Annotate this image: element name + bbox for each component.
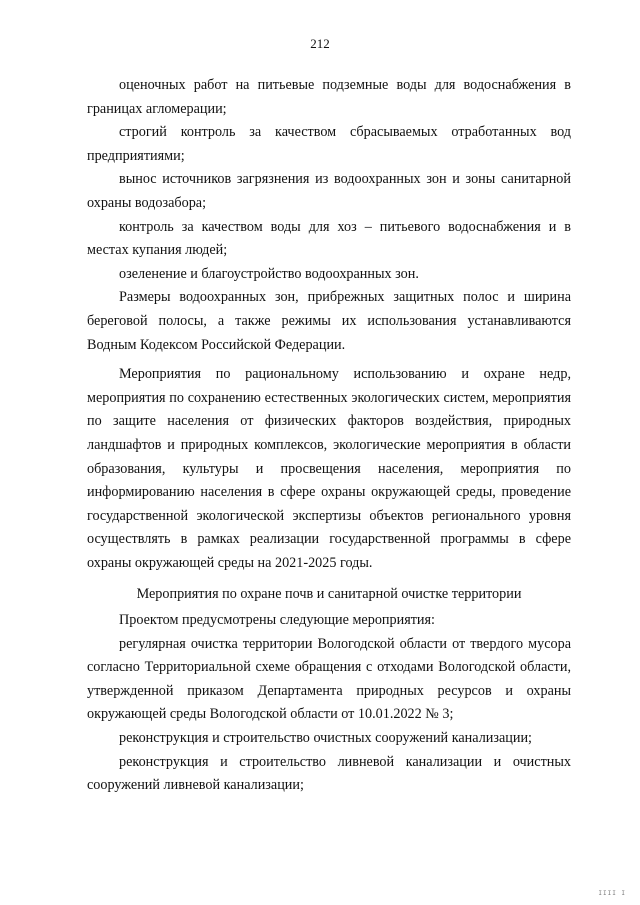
paragraph: регулярная очистка территории Вологодской области от твердого мусора согласно Территориальной схеме обращения с отходами Вологодской области, утвержденной приказом Департамента природных ресурсов и охраны окружающей среды Вологодской области от 10.01.2022 № 3; [87, 635, 571, 723]
paragraph: Мероприятия по рациональному использованию и охране недр, мероприятия по сохранению естественных экологических систем, мероприятия по защите населения от физических факторов воздействия, природных ландшафтов и природных комплексов, экологические мероприятия в области образования, культуры и просвещения населения, мероприятия по информированию населения в сфере охраны окружающей среды, проведение государственной экологической экспертизы объектов регионального уровня осуществлять в рамках реализации государственной программы в сфере охраны окружающей среды на 2021-2025 годы. [87, 366, 571, 571]
paragraph: реконструкция и строительство ливневой канализации и очистных сооружений ливневой канализации; [87, 753, 571, 794]
paragraph: контроль за качеством воды для хоз – питьевого водоснабжения и в местах купания людей; [87, 218, 571, 259]
paragraph: оценочных работ на питьевые подземные воды для водоснабжения в границах агломерации; [87, 77, 571, 117]
paragraph: строгий контроль за качеством сбрасываемых отработанных вод предприятиями; [87, 124, 571, 164]
document-body [87, 74, 571, 798]
paragraph: Проектом предусмотрены следующие мероприятия: [119, 612, 435, 629]
paragraph: Размеры водоохранных зон, прибрежных защитных полос и ширина береговой полосы, а также режимы их использования устанавливаются Водным Кодексом Российской Федерации. [87, 289, 571, 353]
paragraph: вынос источников загрязнения из водоохранных зон и зоны санитарной охраны водозабора; [87, 171, 571, 211]
scan-corner-marks: IIII I [598, 890, 626, 897]
paragraph: реконструкция и строительство очистных сооружений канализации; [119, 730, 532, 747]
page-number: 212 [310, 36, 330, 51]
paragraph: озеленение и благоустройство водоохранных зон. [119, 265, 419, 282]
section-heading: Мероприятия по охране почв и санитарной очистке территории [136, 586, 522, 603]
